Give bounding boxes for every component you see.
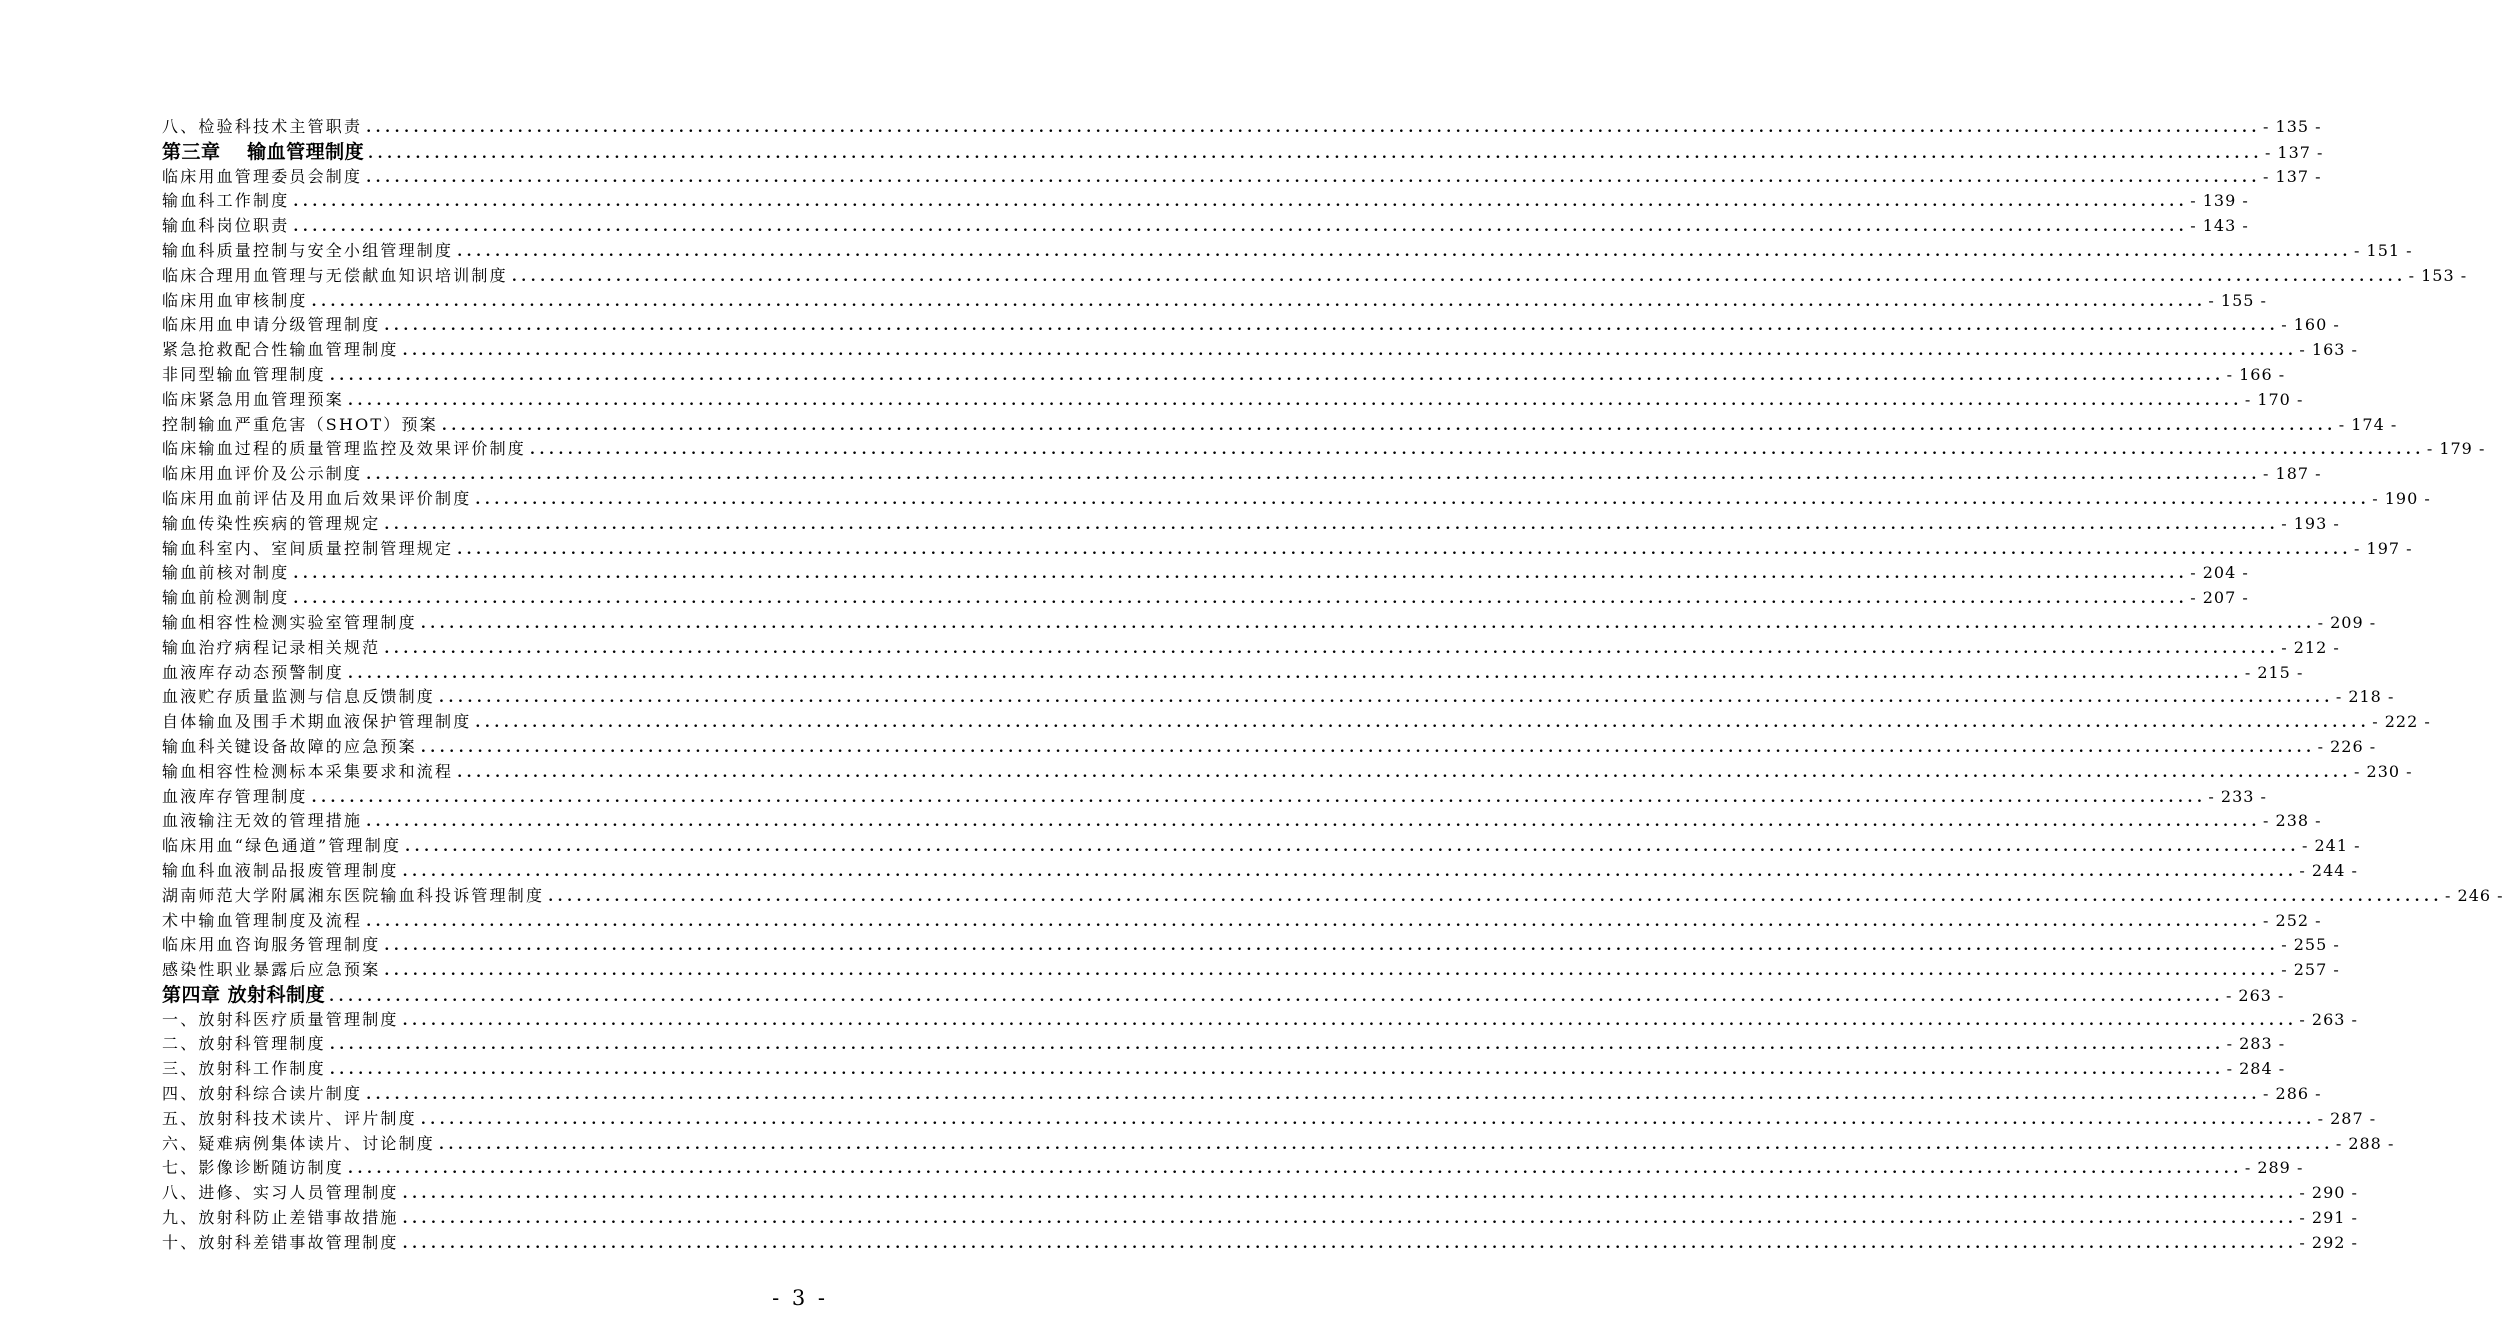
toc-entry-page: - 163 - (2299, 340, 2358, 360)
toc-entry-title: 湖南师范大学附属湘东医院输血科投诉管理制度 (162, 885, 545, 905)
dot-leader: ........................................................................................................................................................................................................ (348, 1161, 2243, 1178)
toc-entry-title: 临床用血申请分级管理制度 (162, 315, 381, 335)
toc-entry-page: - 291 - (2299, 1208, 2358, 1228)
toc-entry-page: - 166 - (2226, 364, 2286, 384)
toc-entry-title: 输血传染性疾病的管理规定 (162, 513, 381, 533)
toc-entry[interactable] (162, 958, 2340, 983)
toc-entry-page: - 160 - (2281, 315, 2340, 335)
toc-entry[interactable] (162, 710, 2431, 735)
dot-leader: ........................................................................................................................................................................................................ (402, 343, 2298, 360)
toc-entry-page: - 155 - (2208, 290, 2267, 310)
toc-entry[interactable] (162, 1181, 2358, 1206)
toc-entry-page: - 139 - (2190, 191, 2249, 211)
toc-entry[interactable] (162, 661, 2304, 686)
dot-leader: ........................................................................................................................................................................................................ (329, 988, 2224, 1005)
toc-entry-title: 输血科工作制度 (162, 191, 290, 211)
dot-leader: ........................................................................................................................................................................................................ (293, 219, 2189, 236)
toc-entry-page: - 187 - (2263, 464, 2322, 484)
toc-entry-title: 输血科关键设备故障的应急预案 (162, 736, 417, 756)
toc-entry[interactable] (162, 1206, 2358, 1231)
toc-entry[interactable] (162, 165, 2322, 190)
page-number: - 3 - (772, 1286, 828, 1310)
dot-leader: ........................................................................................................................................................................................................ (384, 318, 2280, 335)
toc-entry-title: 紧急抢救配合性输血管理制度 (162, 340, 399, 360)
toc-entry-page: - 290 - (2299, 1183, 2358, 1203)
toc-entry[interactable] (162, 1132, 2395, 1157)
toc-entry-title: 输血相容性检测实验室管理制度 (162, 612, 417, 632)
toc-entry-title: 四、放射科综合读片制度 (162, 1084, 363, 1104)
dot-leader: ........................................................................................................................................................................................................ (439, 690, 2334, 707)
dot-leader: ........................................................................................................................................................................................................ (402, 1235, 2298, 1252)
dot-leader: ........................................................................................................................................................................................................ (439, 1136, 2334, 1153)
dot-leader: ........................................................................................................................................................................................................ (348, 665, 2243, 682)
dot-leader: ........................................................................................................................................................................................................ (384, 963, 2280, 980)
toc-entry[interactable] (162, 313, 2340, 338)
dot-leader: ........................................................................................................................................................................................................ (457, 764, 2353, 781)
toc-entry[interactable] (162, 1107, 2377, 1132)
toc-entry[interactable] (162, 586, 2249, 611)
dot-leader: ........................................................................................................................................................................................................ (420, 739, 2316, 756)
dot-leader: ........................................................................................................................................................................................................ (384, 938, 2280, 955)
toc-entry[interactable] (162, 636, 2340, 661)
dot-leader: ........................................................................................................................................................................................................ (366, 913, 2262, 930)
toc-entry[interactable] (162, 809, 2322, 834)
dot-leader: ........................................................................................................................................................................................................ (329, 367, 2225, 384)
toc-entry-title: 临床用血前评估及用血后效果评价制度 (162, 488, 472, 508)
toc-entry[interactable] (162, 338, 2358, 363)
toc-entry[interactable] (162, 611, 2377, 636)
dot-leader: ........................................................................................................................................................................................................ (366, 1087, 2262, 1104)
toc-entry-title: 控制输血严重危害（SHOT）预案 (162, 414, 438, 434)
toc-entry-title: 非同型输血管理制度 (162, 364, 326, 384)
dot-leader: ........................................................................................................................................................................................................ (329, 1037, 2225, 1054)
toc-entry[interactable] (162, 1057, 2286, 1082)
toc-chapter-heading[interactable] (162, 140, 2324, 165)
toc-entry-title: 临床用血管理委员会制度 (162, 166, 363, 186)
toc-entry-page: - 283 - (2226, 1034, 2286, 1054)
toc-entry-title: 第四章 放射科制度 (162, 983, 326, 1006)
toc-entry-page: - 212 - (2281, 637, 2340, 657)
toc-entry-title: 临床用血审核制度 (162, 290, 308, 310)
toc-entry[interactable] (162, 115, 2322, 140)
toc-entry-page: - 135 - (2263, 117, 2322, 136)
toc-entry-page: - 153 - (2408, 265, 2468, 285)
toc-entry-page: - 287 - (2317, 1108, 2377, 1128)
dot-leader: ........................................................................................................................................................................................................ (441, 417, 2337, 434)
toc-entry-title: 血液贮存质量监测与信息反馈制度 (162, 687, 436, 707)
toc-chapter-heading[interactable] (162, 983, 2285, 1008)
dot-leader: ........................................................................................................................................................................................................ (530, 442, 2425, 459)
toc-entry-title: 输血相容性检测标本采集要求和流程 (162, 761, 454, 781)
toc-entry-page: - 218 - (2335, 687, 2395, 707)
toc-entry[interactable] (162, 239, 2413, 264)
dot-leader: ........................................................................................................................................................................................................ (293, 591, 2189, 608)
toc-entry-title: 临床输血过程的质量管理监控及效果评价制度 (162, 439, 527, 459)
toc-entry[interactable] (162, 214, 2249, 239)
toc-entry[interactable] (162, 512, 2340, 537)
toc-entry-title: 输血科质量控制与安全小组管理制度 (162, 240, 454, 260)
toc-entry-title: 三、放射科工作制度 (162, 1059, 326, 1079)
toc-entry-page: - 143 - (2190, 216, 2249, 236)
toc-entry[interactable] (162, 760, 2413, 785)
toc-entry-title: 血液库存动态预警制度 (162, 662, 345, 682)
toc-entry[interactable] (162, 1032, 2286, 1057)
toc-entry-page: - 137 - (2263, 166, 2322, 186)
toc-entry-title: 临床用血“绿色通道”管理制度 (162, 836, 402, 856)
toc-entry-page: - 230 - (2354, 761, 2413, 781)
toc-entry-page: - 286 - (2263, 1084, 2322, 1104)
toc-entry-title: 术中输血管理制度及流程 (162, 910, 363, 930)
toc-entry-title: 血液输注无效的管理措施 (162, 811, 363, 831)
toc-entry-title: 八、进修、实习人员管理制度 (162, 1183, 399, 1203)
toc-entry[interactable] (162, 834, 2361, 859)
toc-entry-page: - 288 - (2335, 1133, 2395, 1153)
toc-entry[interactable] (162, 933, 2340, 958)
toc-entry-page: - 209 - (2317, 612, 2377, 632)
toc-entry-page: - 292 - (2299, 1232, 2358, 1252)
toc-entry[interactable] (162, 1156, 2304, 1181)
toc-entry-title: 血液库存管理制度 (162, 786, 308, 806)
toc-entry-page: - 137 - (2264, 142, 2324, 162)
toc-entry-page: - 263 - (2225, 985, 2285, 1005)
dot-leader: ........................................................................................................................................................................................................ (366, 169, 2262, 186)
toc-entry-title: 输血治疗病程记录相关规范 (162, 637, 381, 657)
toc-entry-page: - 238 - (2263, 811, 2322, 831)
toc-entry-title: 十、放射科差错事故管理制度 (162, 1232, 399, 1252)
toc-entry-page: - 241 - (2301, 836, 2361, 856)
toc-entry-page: - 284 - (2226, 1059, 2286, 1079)
toc-entry-page: - 222 - (2372, 712, 2431, 732)
dot-leader: ........................................................................................................................................................................................................ (405, 839, 2300, 856)
toc-entry-page: - 255 - (2281, 935, 2340, 955)
toc-entry-title: 输血前核对制度 (162, 563, 290, 583)
toc-entry-page: - 204 - (2190, 563, 2249, 583)
dot-leader: ........................................................................................................................................................................................................ (384, 640, 2280, 657)
dot-leader: ........................................................................................................................................................................................................ (457, 243, 2353, 260)
toc-entry[interactable] (162, 1082, 2322, 1107)
toc-entry-page: - 170 - (2244, 389, 2304, 409)
toc-entry[interactable] (162, 388, 2304, 413)
toc-entry[interactable] (162, 735, 2377, 760)
dot-leader: ........................................................................................................................................................................................................ (293, 194, 2189, 211)
toc-entry-page: - 190 - (2372, 488, 2431, 508)
toc-entry-page: - 151 - (2354, 240, 2413, 260)
toc-entry-title: 输血前检测制度 (162, 588, 290, 608)
toc-entry[interactable] (162, 289, 2267, 314)
toc-entry-title: 一、放射科医疗质量管理制度 (162, 1009, 399, 1029)
toc-entry[interactable] (162, 189, 2249, 214)
dot-leader: ........................................................................................................................................................................................................ (475, 715, 2371, 732)
dot-leader: ........................................................................................................................................................................................................ (368, 145, 2263, 162)
toc-entry-page: - 197 - (2354, 538, 2413, 558)
toc-entry-title: 第三章 输血管理制度 (162, 140, 365, 163)
toc-entry[interactable] (162, 413, 2398, 438)
dot-leader: ........................................................................................................................................................................................................ (329, 1062, 2225, 1079)
toc-entry-title: 六、疑难病例集体读片、讨论制度 (162, 1133, 436, 1153)
toc-entry-title: 临床合理用血管理与无偿献血知识培训制度 (162, 265, 508, 285)
dot-leader: ........................................................................................................................................................................................................ (366, 814, 2262, 831)
toc-entry-page: - 263 - (2299, 1009, 2358, 1029)
toc-entry-title: 输血科岗位职责 (162, 216, 290, 236)
toc-entry-page: - 226 - (2317, 736, 2377, 756)
dot-leader: ........................................................................................................................................................................................................ (402, 1211, 2298, 1228)
toc-entry[interactable] (162, 537, 2413, 562)
toc-entry-page: - 257 - (2281, 960, 2340, 980)
toc-entry-page: - 215 - (2244, 662, 2304, 682)
dot-leader: ........................................................................................................................................................................................................ (348, 392, 2243, 409)
dot-leader: ........................................................................................................................................................................................................ (420, 1111, 2316, 1128)
dot-leader: ........................................................................................................................................................................................................ (311, 789, 2207, 806)
toc-entry-title: 临床用血咨询服务管理制度 (162, 935, 381, 955)
toc-entry-title: 输血科室内、室间质量控制管理规定 (162, 538, 454, 558)
toc-entry[interactable] (162, 561, 2249, 586)
table-of-contents (162, 115, 2504, 1256)
toc-entry-page: - 244 - (2299, 860, 2358, 880)
dot-leader: ........................................................................................................................................................................................................ (548, 888, 2444, 905)
toc-entry-title: 九、放射科防止差错事故措施 (162, 1208, 399, 1228)
toc-entry-page: - 289 - (2244, 1158, 2304, 1178)
toc-entry[interactable] (162, 363, 2286, 388)
dot-leader: ........................................................................................................................................................................................................ (311, 293, 2207, 310)
dot-leader: ........................................................................................................................................................................................................ (511, 268, 2407, 285)
toc-entry-title: 二、放射科管理制度 (162, 1034, 326, 1054)
dot-leader: ........................................................................................................................................................................................................ (475, 491, 2371, 508)
toc-entry-page: - 233 - (2208, 786, 2267, 806)
dot-leader: ........................................................................................................................................................................................................ (402, 1012, 2298, 1029)
toc-entry-title: 输血科血液制品报废管理制度 (162, 860, 399, 880)
dot-leader: ........................................................................................................................................................................................................ (293, 566, 2189, 583)
dot-leader: ........................................................................................................................................................................................................ (402, 1186, 2298, 1203)
toc-entry[interactable] (162, 884, 2504, 909)
dot-leader: ........................................................................................................................................................................................................ (402, 863, 2298, 880)
toc-entry[interactable] (162, 1008, 2358, 1033)
toc-entry-title: 八、检验科技术主管职责 (162, 117, 363, 136)
toc-entry[interactable] (162, 1231, 2358, 1256)
toc-entry[interactable] (162, 264, 2468, 289)
toc-entry-title: 七、影像诊断随访制度 (162, 1158, 345, 1178)
dot-leader: ........................................................................................................................................................................................................ (420, 615, 2316, 632)
toc-entry[interactable] (162, 909, 2322, 934)
dot-leader: ........................................................................................................................................................................................................ (384, 516, 2280, 533)
toc-entry[interactable] (162, 462, 2322, 487)
toc-entry-title: 临床紧急用血管理预案 (162, 389, 345, 409)
dot-leader: ........................................................................................................................................................................................................ (457, 541, 2353, 558)
toc-entry[interactable] (162, 437, 2486, 462)
dot-leader: ........................................................................................................................................................................................................ (366, 120, 2262, 136)
toc-entry-page: - 179 - (2426, 439, 2486, 459)
toc-entry-page: - 252 - (2263, 910, 2322, 930)
toc-entry[interactable] (162, 859, 2358, 884)
toc-entry-page: - 246 - (2445, 885, 2504, 905)
toc-entry-title: 五、放射科技术读片、评片制度 (162, 1108, 417, 1128)
toc-entry[interactable] (162, 785, 2267, 810)
toc-entry-title: 自体输血及围手术期血液保护管理制度 (162, 712, 472, 732)
dot-leader: ........................................................................................................................................................................................................ (366, 467, 2262, 484)
toc-entry[interactable] (162, 487, 2431, 512)
toc-entry-page: - 174 - (2338, 414, 2398, 434)
toc-entry-title: 感染性职业暴露后应急预案 (162, 960, 381, 980)
toc-entry-page: - 207 - (2190, 588, 2249, 608)
toc-entry[interactable] (162, 685, 2395, 710)
toc-entry-page: - 193 - (2281, 513, 2340, 533)
toc-entry-title: 临床用血评价及公示制度 (162, 464, 363, 484)
